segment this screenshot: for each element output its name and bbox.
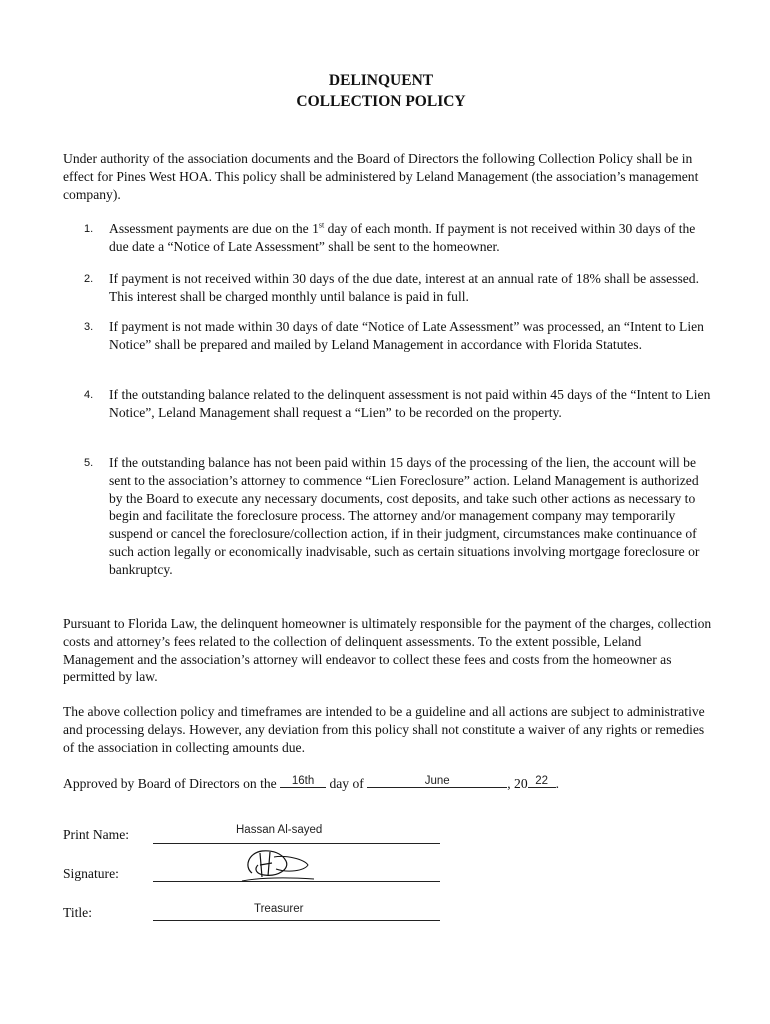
policy-item-4 (84, 386, 714, 422)
list-text: If payment is not made within 30 days of date “Notice of Late Assessment” was processed, an “Intent to Lien Notice” shall be prepared and mailed by Leland Management in accordance with Florida Statutes. (109, 319, 704, 352)
policy-item-1 (84, 220, 714, 256)
document-title-line1: DELINQUENT (328, 72, 434, 89)
list-number: 5. (84, 457, 94, 469)
guideline-paragraph: The above collection policy and timeframes are intended to be a guideline and all actions are subject to administrative and processing delays. However, any deviation from this policy shall not constitute a waiver of any rights or remedies of the association in collecting amounts due. (63, 704, 705, 755)
list-text: If payment is not received within 30 days of the due date, interest at an annual rate of 18% shall be assessed. This interest shall be charged monthly until balance is paid in full. (109, 271, 700, 304)
florida-law-paragraph: Pursuant to Florida Law, the delinquent homeowner is ultimately responsible for the payment of the charges, collection costs and attorney’s fees related to the collection of delinquent assessments. To the extent possible, Leland Management and the association’s attorney will endeavor to collect these fees and costs from the homeowner as permitted by law. (63, 616, 712, 685)
intro-paragraph: Under authority of the association documents and the Board of Directors the following Collection Policy shall be in effect for Pines West HOA. This policy shall be administered by Leland Management (the association’s management company). (63, 151, 699, 202)
ordinal-superscript: st (318, 220, 325, 230)
list-text: If the outstanding balance has not been paid within 15 days of the processing of the lien, the account will be sent to the association’s attorney to commence “Lien Foreclosure” action. Leland Management is authorized by the Board to execute any necessary documents, cost deposits, and take such other actions as necessary to begin and facilitate the foreclosure process. The attorney and/or management company may temporarily suspend or cancel the foreclosure/collection action, if in their judgment, circumstances make continuance of such action legally or economically inadvisable, such as certain situations involving mortgage foreclosure or bankruptcy. (109, 455, 700, 577)
list-number: 1. (84, 223, 94, 235)
print-name-value: Hassan Al-sayed (236, 824, 323, 836)
title-label: Title: (63, 905, 92, 920)
approval-day-field[interactable]: 16th (280, 774, 326, 788)
list-text: If the outstanding balance related to the delinquent assessment is not paid within 45 days of the “Intent to Lien Notice”, Leland Management shall request a “Lien” to be recorded on the property. (109, 387, 711, 420)
print-name-field[interactable] (153, 843, 440, 844)
list-number: 4. (84, 389, 94, 401)
approval-month-field[interactable]: June (367, 774, 507, 788)
policy-item-3 (84, 318, 714, 354)
signature-label: Signature: (63, 866, 119, 881)
policy-item-2 (84, 270, 714, 306)
handwritten-signature (238, 845, 318, 885)
list-text: Assessment payments are due on the 1st day of each month. If payment is not received within 30 days of the due date a “Notice of Late Assessment” shall be sent to the homeowner. (109, 220, 696, 254)
document-title-line2: COLLECTION POLICY (296, 93, 466, 110)
policy-item-5 (84, 454, 714, 579)
approval-line: Approved by Board of Directors on the 16th day of June , 20 22 . (63, 775, 560, 791)
approval-year-field[interactable]: 22 (528, 774, 556, 788)
title-value: Treasurer (254, 903, 304, 915)
list-number: 2. (84, 273, 94, 285)
list-number: 3. (84, 321, 94, 333)
print-name-label: Print Name: (63, 827, 130, 842)
title-field[interactable] (153, 920, 440, 921)
